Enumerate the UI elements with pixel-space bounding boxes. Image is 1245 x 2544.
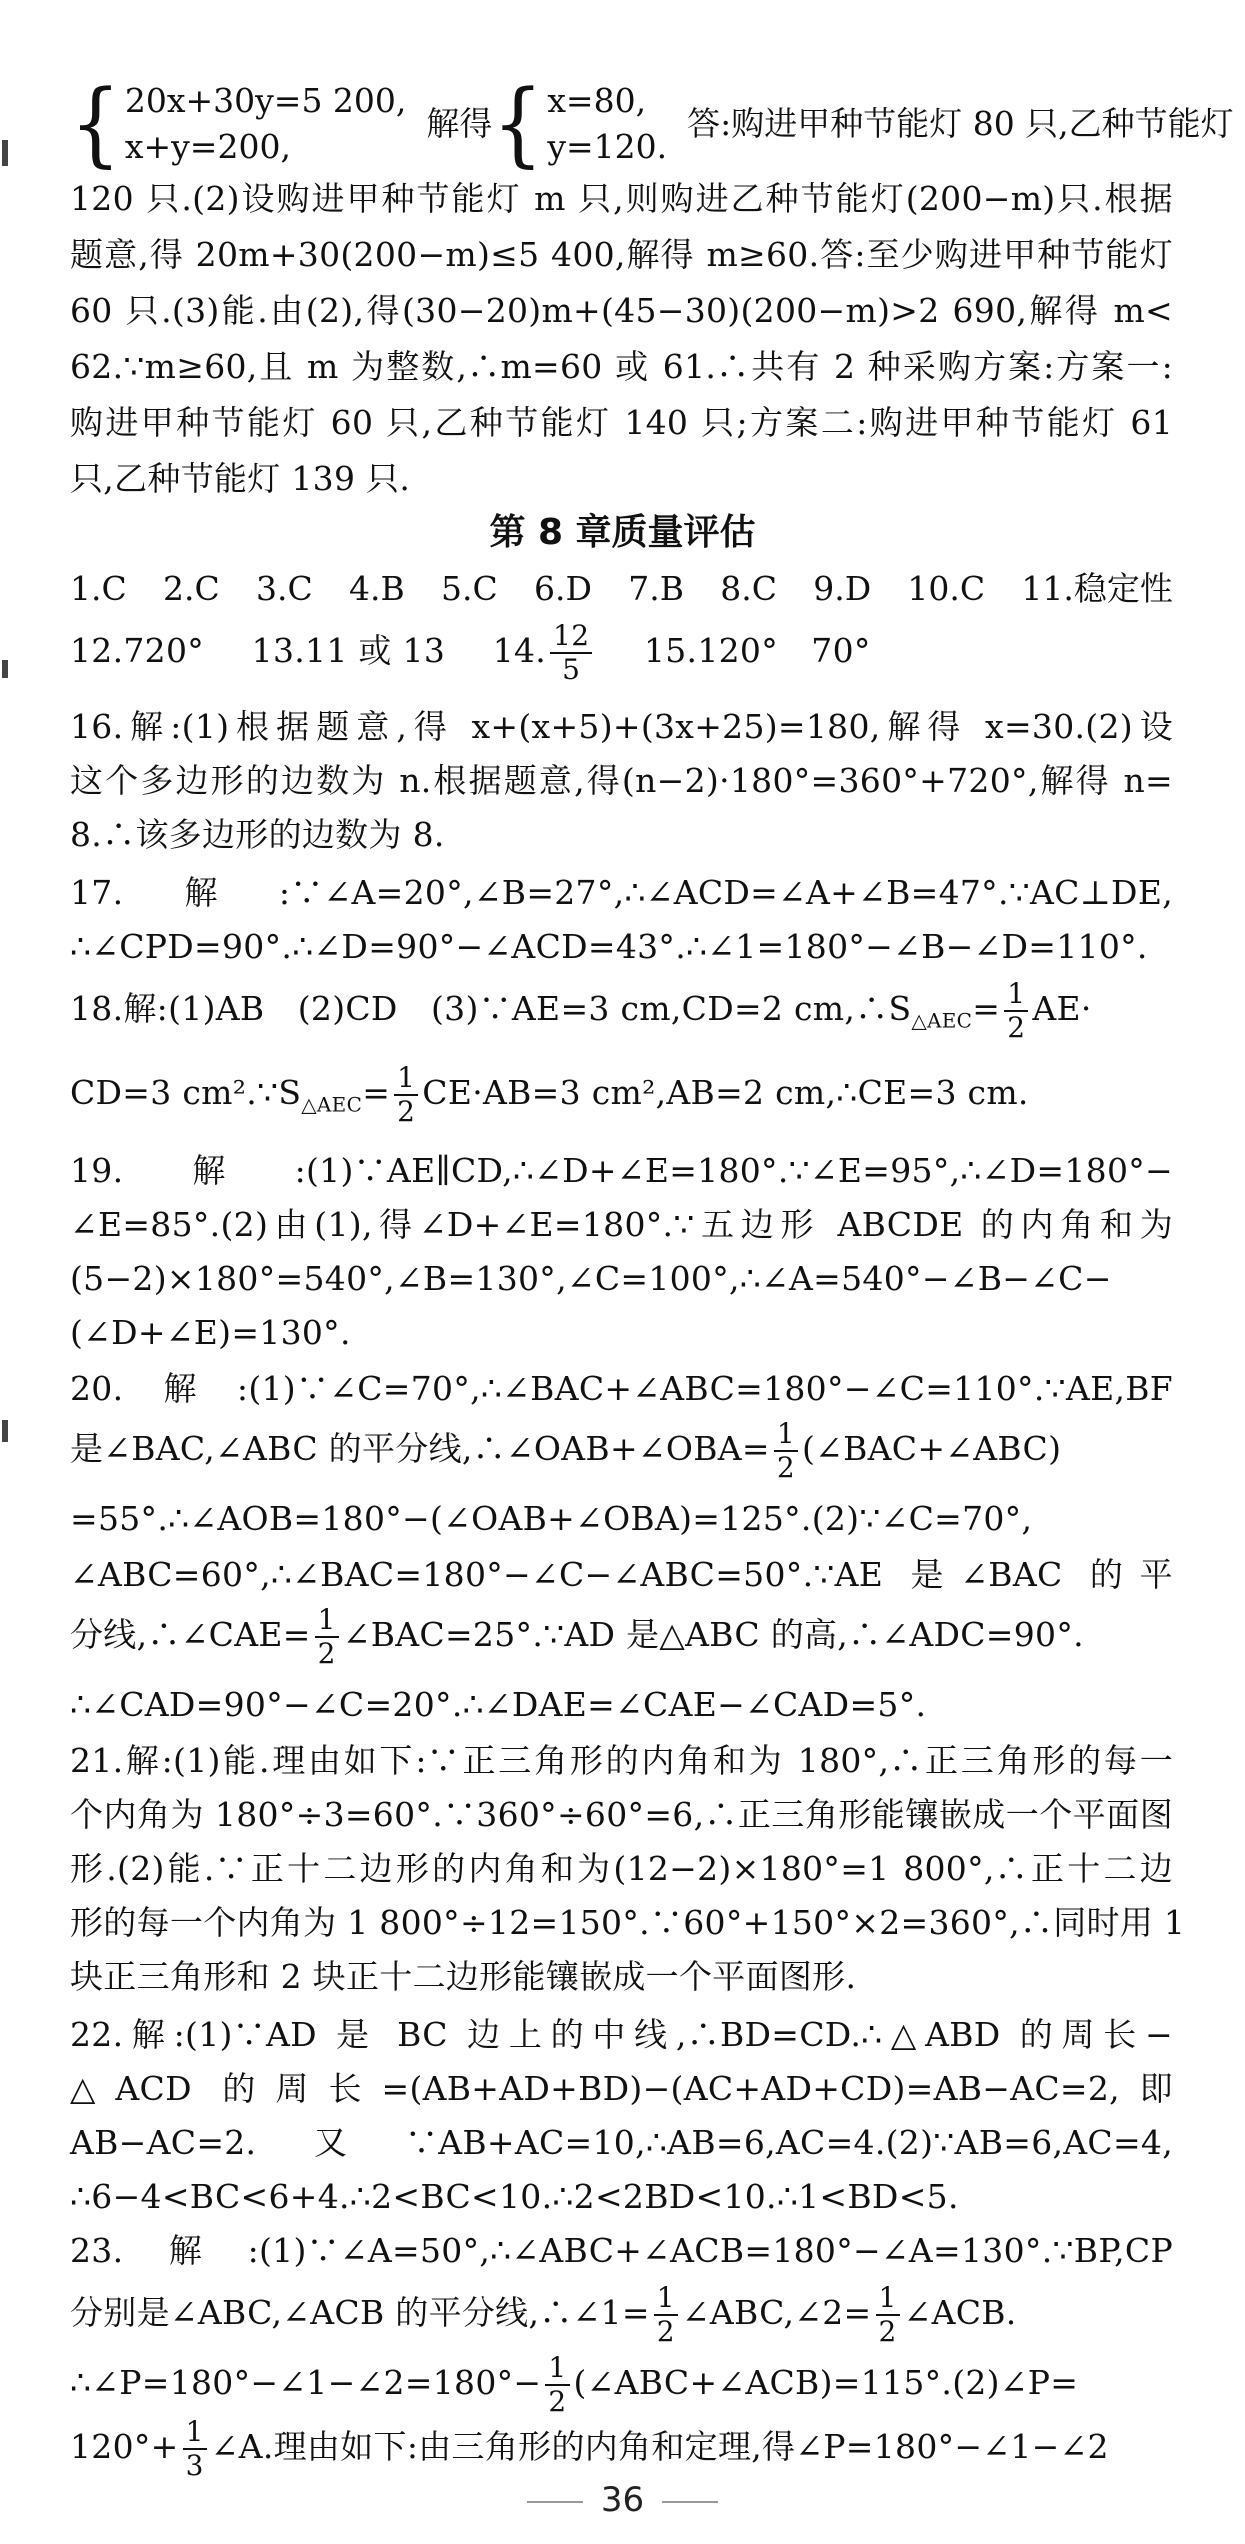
q16-line: 16.解:(1)根据题意,得 x+(x+5)+(3x+25)=180,解得 x=30.(2)设: [70, 707, 1173, 746]
page-footer: [0, 2480, 1245, 2520]
q20-line: =55°.∴∠AOB=180°−(∠OAB+∠OBA)=125°.(2)∵∠C=70°,: [70, 1499, 1033, 1538]
answer-item: 5.C: [441, 569, 498, 608]
fraction: $\frac{1}{2}$: [774, 1418, 798, 1484]
fraction: $\frac{1}{2}$: [545, 2352, 569, 2418]
answers-row-2: [70, 620, 1173, 686]
left-brace: {: [492, 69, 544, 177]
q22-line: △ACD 的周长=(AB+AD+BD)−(AC+AD+CD)=AB−AC=2,即: [70, 2069, 1173, 2108]
q21-line: 21.解:(1)能.理由如下:∵正三角形的内角和为 180°,∴正三角形的每一: [70, 1741, 1173, 1780]
q20-line: 20.解:(1)∵∠C=70°,∴∠BAC+∠ABC=180°−∠C=110°.∵AE,BF: [70, 1369, 1173, 1408]
left-brace: {: [70, 69, 121, 177]
q16-line: 8.∴该多边形的边数为 8.: [70, 815, 445, 854]
footer-rule: [662, 2501, 718, 2503]
q19-line: (∠D+∠E)=130°.: [70, 1313, 351, 1352]
q19-line: ∠E=85°.(2)由(1),得∠D+∠E=180°.∵五边形 ABCDE 的内角和为: [70, 1205, 1173, 1244]
system-equations: [125, 78, 407, 170]
answer-item: 4.B: [349, 569, 405, 608]
answers-row-1: [70, 566, 1173, 612]
q22-line: ∴6−4<BC<6+4.∴2<BC<10.∴2<2BD<10.∴1<BD<5.: [70, 2177, 959, 2216]
q17-line: ∴∠CPD=90°.∴∠D=90°−∠ACD=43°.∴∠1=180°−∠B−∠D=110°.: [70, 927, 1148, 966]
system-solutions: [547, 78, 667, 170]
text-line: 60 只.(3)能.由(2),得(30−20)m+(45−30)(200−m)>2 690,解得 m<: [70, 291, 1173, 330]
fraction: $\frac{1}{2}$: [394, 1062, 418, 1128]
answer-15: 15.120° 70°: [643, 631, 871, 670]
answer-item: 6.D: [534, 569, 592, 608]
q20-line: ∴∠CAD=90°−∠C=20°.∴∠DAE=∠CAE−∠CAD=5°.: [70, 1685, 927, 1724]
scan-mark: [2, 660, 8, 678]
answer-item: 11.稳定性: [1021, 569, 1173, 608]
answer-text: 答:购进甲种节能灯 80 只,乙种节能灯: [687, 104, 1234, 143]
footer-rule: [527, 2501, 583, 2503]
q19-line: 19.解:(1)∵AE∥CD,∴∠D+∠E=180°.∵∠E=95°,∴∠D=180°−: [70, 1151, 1173, 1190]
answer-item: 3.C: [256, 569, 313, 608]
equation-system-line: [70, 69, 1234, 177]
q20-line-5: 分线,∴∠CAE= $\frac{1}{2}$ ∠BAC=25°.∵AD 是△ABC 的高,∴∠ADC=90°.: [70, 1603, 1084, 1670]
answer-item: 2.C: [163, 569, 220, 608]
q22-line: AB−AC=2.又∵AB+AC=10,∴AB=6,AC=4.(2)∵AB=6,AC=4,: [70, 2123, 1173, 2162]
q22-line: 22.解:(1)∵AD 是 BC 边上的中线,∴BD=CD.∴△ABD 的周长−: [70, 2015, 1173, 2054]
q18-line-2: CD=3 $cm^2.\because S_{\triangle AEC}=$ $\frac{1}{2}$ CE·AB=3 cm²,AB=2 cm,∴CE=3 cm.: [70, 1061, 1029, 1128]
q20-line-2: 是∠BAC,∠ABC 的平分线,∴∠OAB+∠OBA= $\frac{1}{2}$ (∠BAC+∠ABC): [70, 1417, 1062, 1484]
answer-item: 1.C: [70, 569, 127, 608]
answer-14-label: 14.: [492, 631, 547, 670]
q18-line-1: 18.解:(1)AB (2)CD (3)∵AE=3 cm,CD=2 $cm,\therefore S_{\triangle AEC}=$ $\frac{1}{2}$ AE·: [70, 977, 1092, 1044]
q23-line-4: 120°+ $\frac{1}{3}$ ∠A.理由如下:由三角形的内角和定理,得∠P=180°−∠1−∠2: [70, 2415, 1109, 2482]
q23-line-3: ∴∠P=180°−∠1−∠2=180°− $\frac{1}{2}$ (∠ABC+∠ACB)=115°.(2)∠P=: [70, 2351, 1079, 2418]
fraction: $\frac{1}{2}$: [315, 1604, 339, 1670]
answer-item: 8.C: [720, 569, 777, 608]
fraction: $\frac{12}{5}$: [550, 620, 592, 686]
q19-line: (5−2)×180°=540°,∠B=130°,∠C=100°,∴∠A=540°−∠B−∠C−: [70, 1259, 1112, 1298]
q23-line-2: 分别是∠ABC,∠ACB 的平分线,∴∠1= $\frac{1}{2}$ ∠ABC,∠2= $\frac{1}{2}$ ∠ACB.: [70, 2281, 1017, 2348]
scan-mark: [2, 140, 8, 166]
q20-line: ∠ABC=60°,∴∠BAC=180°−∠C−∠ABC=50°.∵AE 是∠BAC 的平: [70, 1555, 1173, 1594]
text-line: 题意,得 20m+30(200−m)≤5 400,解得 m≥60.答:至少购进甲种节能灯: [70, 235, 1173, 274]
page-number: 36: [600, 2480, 645, 2520]
q17-line: 17.解:∵∠A=20°,∠B=27°,∴∠ACD=∠A+∠B=47°.∵AC⊥DE,: [70, 873, 1173, 912]
scan-mark: [2, 1420, 8, 1442]
text-line: 62.∵m≥60,且 m 为整数,∴m=60 或 61.∴共有 2 种采购方案:方案一:: [70, 347, 1173, 386]
answer-item: 9.D: [813, 569, 872, 608]
solution-2: y=120.: [547, 127, 668, 166]
chapter-heading: 第 8 章质量评估: [489, 512, 756, 553]
q16-line: 这个多边形的边数为 n.根据题意,得(n−2)·180°=360°+720°,解得 n=: [70, 761, 1173, 800]
solution-1: x=80,: [547, 81, 647, 120]
fraction: $\frac{1}{3}$: [183, 2416, 207, 2482]
answer-13: 13.11 或 13: [251, 631, 446, 670]
solve-label: 解得: [426, 104, 493, 143]
text-line: 120 只.(2)设购进甲种节能灯 m 只,则购进乙种节能灯(200−m)只.根据: [70, 179, 1173, 218]
q21-line: 形.(2)能.∵正十二边形的内角和为(12−2)×180°=1 800°,∴正十二边: [70, 1849, 1173, 1888]
fraction: $\frac{1}{2}$: [1004, 978, 1028, 1044]
answer-item: 7.B: [628, 569, 684, 608]
text-line: 购进甲种节能灯 60 只,乙种节能灯 140 只;方案二:购进甲种节能灯 61: [70, 403, 1173, 442]
answer-12: 12.720°: [70, 631, 205, 670]
fraction: $\frac{1}{2}$: [654, 2282, 678, 2348]
q23-line: 23.解:(1)∵∠A=50°,∴∠ABC+∠ACB=180°−∠A=130°.∵BP,CP: [70, 2231, 1173, 2270]
q21-line: 个内角为 180°÷3=60°.∵360°÷60°=6,∴正三角形能镶嵌成一个平面图: [70, 1795, 1173, 1834]
answer-item: 10.C: [907, 569, 986, 608]
equation-1: 20x+30y=5 200,: [124, 81, 407, 120]
fraction: $\frac{1}{2}$: [876, 2282, 900, 2348]
q21-line: 形的每一个内角为 1 800°÷12=150°.∵60°+150°×2=360°,∴同时用 1: [70, 1903, 1186, 1942]
text-line: 只,乙种节能灯 139 只.: [70, 459, 411, 498]
q21-line: 块正三角形和 2 块正十二边形能镶嵌成一个平面图形.: [70, 1957, 857, 1996]
equation-2: x+y=200,: [124, 127, 291, 166]
